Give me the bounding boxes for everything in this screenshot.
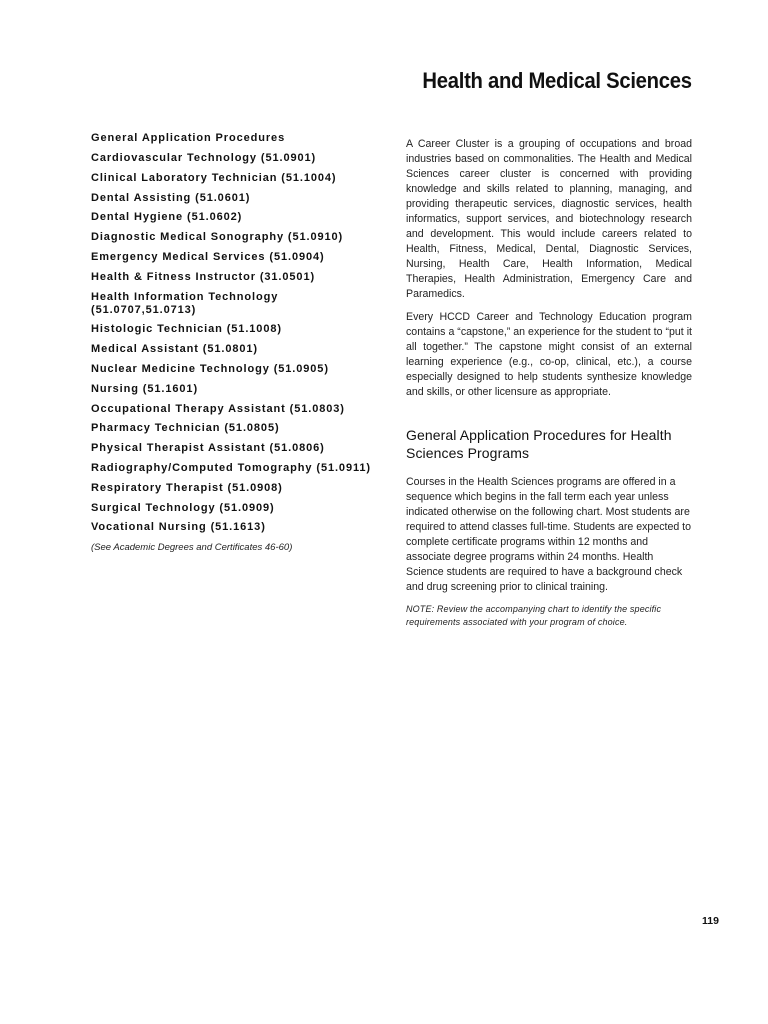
program-list-item[interactable]: Nursing (51.1601) (91, 382, 199, 395)
program-list-item[interactable]: Dental Assisting (51.0601) (91, 191, 251, 204)
program-list-item[interactable]: Surgical Technology (51.0909) (91, 501, 275, 514)
program-list-item[interactable]: Physical Therapist Assistant (51.0806) (91, 442, 325, 455)
program-list-item[interactable]: Dental Hygiene (51.0602) (91, 211, 243, 224)
program-list-item[interactable]: Nuclear Medicine Technology (51.0905) (91, 362, 329, 375)
capstone-paragraph: Every HCCD Career and Technology Education program contains a “capstone,” an experience for the student to “put it all together.” The capstone might consist of an external learning experience (e.g., co-op, clinical, etc.), a course especially designed to help students synthesize knowledge and skills, or other licensure as appropriate. (406, 311, 692, 398)
program-list (91, 132, 391, 541)
program-list-item[interactable]: Emergency Medical Services (51.0904) (91, 250, 325, 263)
intro-section (406, 137, 692, 629)
career-cluster-paragraph: A Career Cluster is a grouping of occupations and broad industries based on commonalities. The Health and Medical Sciences career cluster is concerned with providing knowledge and skills related to planning, managing, and providing therapeutic services, diagnostic services, health informatics, support services, and biotechnology research and development. This would include careers related to Health, Fitness, Medical, Dental, Diagnostic Services, Nursing, Health Care, Health Information, Medical Therapies, Health Administration, Emergency Care and Paramedics. (406, 138, 692, 300)
program-list-item[interactable]: Clinical Laboratory Technician (51.1004) (91, 171, 337, 184)
program-list-item[interactable]: Radiography/Computed Tomography (51.0911) (91, 461, 371, 474)
requirements-note: NOTE: Review the accompanying chart to identify the specific requirements associated with your program of choice. (406, 604, 662, 627)
procedures-paragraph: Courses in the Health Sciences programs are offered in a sequence which begins in the fall term each year unless indicated otherwise on the following chart. Most students are required to attend classes full-time. Students are expected to complete certificate programs within 12 months and associate degree programs within 24 months. Health Science students are required to have a background check and drug screening prior to clinical training. (406, 476, 692, 593)
program-list-item[interactable]: Medical Assistant (51.0801) (91, 343, 258, 356)
page-number: 119 (702, 915, 719, 927)
procedures-heading: General Application Procedures for Health Sciences Programs (406, 427, 672, 461)
program-list-item[interactable]: Cardiovascular Technology (51.0901) (91, 152, 317, 164)
program-list-item[interactable]: Occupational Therapy Assistant (51.0803) (91, 402, 345, 415)
program-list-item[interactable]: General Application Procedures (91, 132, 286, 144)
program-list-item[interactable]: Pharmacy Technician (51.0805) (91, 422, 280, 435)
program-list-item[interactable]: Health Information Technology (51.0707,51.0713) (91, 290, 279, 316)
program-list-item[interactable]: Health & Fitness Instructor (31.0501) (91, 270, 316, 283)
program-list-item[interactable]: Respiratory Therapist (51.0908) (91, 481, 283, 494)
program-list-item[interactable]: Diagnostic Medical Sonography (51.0910) (91, 231, 344, 244)
academic-degrees-reference: (See Academic Degrees and Certificates 46-60) (91, 542, 293, 553)
program-list-item[interactable]: Histologic Technician (51.1008) (91, 323, 282, 336)
page-title: Health and Medical Sciences (422, 68, 692, 93)
program-list-item[interactable]: Vocational Nursing (51.1613) (91, 521, 266, 534)
